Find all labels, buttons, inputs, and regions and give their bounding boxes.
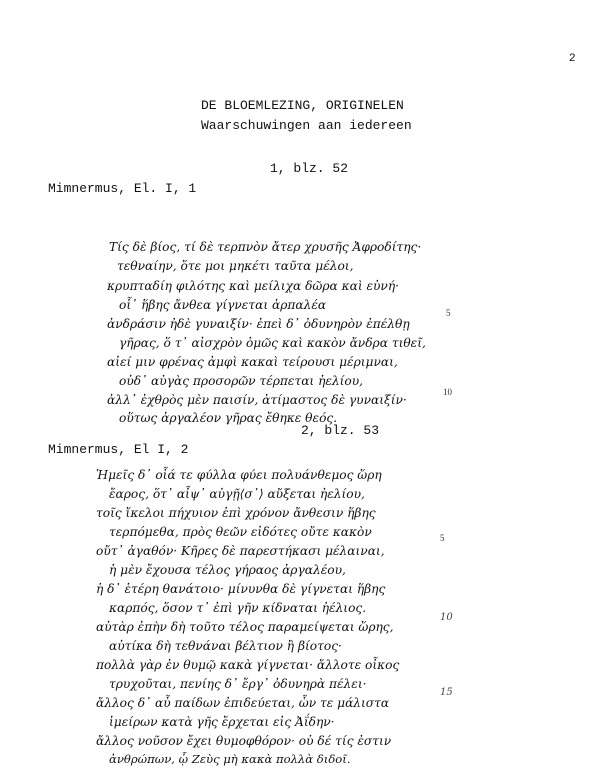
poem-line: ἱμείρων κατὰ γῆς ἔρχεται εἰς Ἀΐδην· xyxy=(109,715,335,729)
poem-line: οὔτ᾽ ἀγαθόν· Κῆρες δὲ παρεστήκασι μέλαιναι, xyxy=(96,544,385,558)
section-1-reference: 1, blz. 52 xyxy=(270,161,349,176)
section-2-reference: 2, blz. 53 xyxy=(301,423,380,438)
poem-line: ἡ μὲν ἔχουσα τέλος γήραος ἀργαλέου, xyxy=(109,563,346,577)
poem-line: Τίς δὲ βίος, τί δὲ τερπνὸν ἄτερ χρυσῆς Ἀφροδίτης· xyxy=(109,240,422,254)
poem-line: τοῖς ἴκελοι πήχυιον ἐπὶ χρόνον ἄνθεσιν ἥβης xyxy=(96,506,376,520)
poem-line: πολλὰ γὰρ ἐν θυμῷ κακὰ γίγνεται· ἄλλοτε οἶκος xyxy=(96,658,400,672)
page-number: 2 xyxy=(569,53,576,65)
poem-line: ἔαρος, ὅτ᾽ αἶψ᾽ αὐγῇ⟨σ᾽⟩ αὔξεται ἠελίου, xyxy=(109,487,365,501)
poem-line: αἰεί μιν φρένας ἀμφὶ κακαὶ τείρουσι μέριμναι, xyxy=(107,355,398,369)
poem-line: τρυχοῦται, πενίης δ᾽ ἔργ᾽ ὀδυνηρὰ πέλει· xyxy=(109,677,367,691)
line-marker: 5 xyxy=(440,533,445,543)
poem-line: ἀνδράσιν ἠδὲ γυναιξίν· ἐπεὶ δ᾽ ὀδυνηρὸν ἐπέλθῃ xyxy=(107,317,410,331)
poem-line: γῆρας, ὅ τ᾽ αἰσχρὸν ὁμῶς καὶ κακὸν ἄνδρα τιθεῖ, xyxy=(119,336,426,350)
line-marker: 15 xyxy=(440,687,453,698)
poem-line: κρυπταδίη φιλότης καὶ μείλιχα δῶρα καὶ εὐνή· xyxy=(107,279,400,293)
poem-line: τερπόμεθα, πρὸς θεῶν εἰδότες οὔτε κακὸν xyxy=(109,525,372,539)
poem-line: ἀλλ᾽ ἐχθρὸς μὲν παισίν, ἀτίμαστος δὲ γυναιξίν· xyxy=(107,393,407,407)
poem-line: αὐτὰρ ἐπὴν δὴ τοῦτο τέλος παραμείψεται ὥρης, xyxy=(96,620,394,634)
page-subtitle: Waarschuwingen aan iedereen xyxy=(201,118,412,133)
line-marker: 10 xyxy=(440,612,453,623)
poem-line: τεθναίην, ὅτε μοι μηκέτι ταῦτα μέλοι, xyxy=(117,259,354,273)
poem-line: ἄλλος δ᾽ αὖ παίδων ἐπιδεύεται, ὧν τε μάλιστα xyxy=(96,696,390,710)
poem-line: οὕτως ἀργαλέον γῆρας ἔθηκε θεός. xyxy=(119,411,338,425)
poem-line: ἀνθρώπων, ᾧ Ζεὺς μὴ κακὰ πολλὰ διδοῖ. xyxy=(109,752,351,766)
poem-line: καρπός, ὅσον τ᾽ ἐπὶ γῆν κίδναται ἠέλιος. xyxy=(109,601,367,615)
poem-line: ἡ δ᾽ ἑτέρη θανάτοιο· μίνυνθα δὲ γίγνεται ἥβης xyxy=(96,582,386,596)
poem-line: οὐδ᾽ αὐγὰς προσορῶν τέρπεται ἠελίου, xyxy=(119,374,364,388)
poem-line: οἷ᾽ ἥβης ἄνθεα γίγνεται ἁρπαλέα xyxy=(119,298,327,312)
line-marker: 5 xyxy=(446,308,451,318)
line-marker: 10 xyxy=(443,387,452,397)
section-1-author: Mimnermus, El. I, 1 xyxy=(48,181,197,196)
section-2-author: Mimnermus, El I, 2 xyxy=(48,442,189,457)
poem-line: αὐτίκα δὴ τεθνάναι βέλτιον ἢ βίοτος· xyxy=(109,639,342,653)
poem-line: ἄλλος νοῦσον ἔχει θυμοφθόρον· οὐ δέ τίς ἐστιν xyxy=(96,734,392,748)
page-title: DE BLOEMLEZING, ORIGINELEN xyxy=(201,98,404,113)
poem-line: Ἡμεῖς δ᾽ οἷά τε φύλλα φύει πολυάνθεμος ὥρη xyxy=(96,468,382,482)
